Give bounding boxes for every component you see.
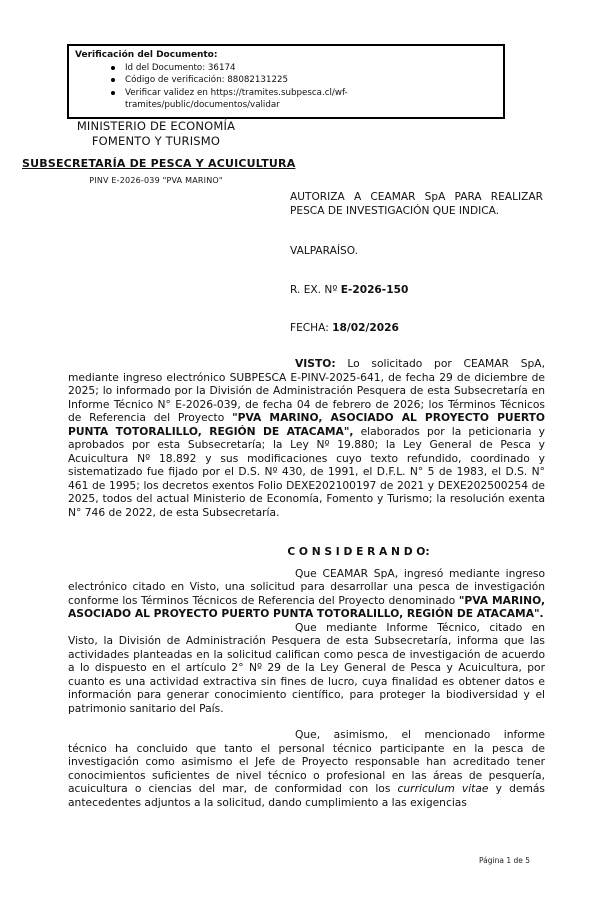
resolution-number-line (290, 283, 543, 297)
verification-item-url (125, 87, 497, 112)
resolution-number: E-2026-150 (340, 284, 409, 296)
bullet-icon (111, 66, 115, 70)
considerando-paragraph-2: Que mediante Informe Técnico, citado en Visto, la División de Administración Pesquera de esta Subsecretaría, informa que las actividades planteadas en la solicitud califican como pesca de investigación de acuerdo a lo dispuesto en el artículo 2° Nº 29 de la Ley General de Pesca y Acuicultura, por cuanto es una actividad extractiva sin fines de lucro, cuya finalidad es obtener datos e información para generar conocimiento científico, para proteger la biodiversidad y el patrimonio sanitario del País. (68, 620, 545, 715)
verification-item-text: Id del Documento: 36174 (125, 62, 236, 73)
page-indicator: Página 1 de 5 (478, 856, 530, 865)
visto-label: VISTO: (295, 357, 336, 370)
verification-item-text: Código de verificación: 88082131225 (125, 75, 289, 85)
letterhead (22, 119, 296, 185)
visto-project-title: "PVA MARINO, ASOCIADO AL PROYECTO PUERTO PUNTA TOTORALILLO, REGIÓN DE ATACAMA", (68, 411, 546, 438)
considerando-p1-text: Que CEAMAR SpA, ingresó mediante ingreso electrónico citado en Visto, una solicitud para desarrollar una pesca de investigación conforme los Términos Técnicos de Referencia del Proyecto denominado (68, 566, 545, 607)
verification-item-document-id (125, 62, 497, 75)
resolution-header-block (290, 190, 543, 335)
date-value: 18/02/2026 (332, 322, 399, 334)
bullet-icon (111, 78, 115, 82)
considerando-p1-project-title: "PVA MARINO, ASOCIADO AL PROYECTO PUERTO PUNTA TOTORALILLO, REGIÓN DE ATACAMA". (68, 593, 545, 620)
date-line (290, 321, 543, 335)
visto-text-2: elaborados por la peticionaria y aprobados por esta Subsecretaría; la Ley Nº 19.880; la Ley General de Pesca y Acuicultura Nº 18.892 y sus modificaciones cuyo texto refundido, coordinado y sistematizado fue fijado por el D.S. Nº 430, de 1991, el D.F.L. N° 5 de 1983, el D.S. N° 461 de 1995; los decretos exentos Folio DEXE202100197 de 2021 y DEXE202500254 de 2025, todos del actual Ministerio de Economía, Fomento y Turismo; la resolución exenta N° 746 de 2022, de esta Subsecretaría. (68, 424, 546, 519)
verification-box (67, 44, 505, 119)
considerando-p3-italic: curriculum vitae (397, 782, 489, 795)
verification-list (75, 62, 497, 112)
considerando-p3-text-2: y demás antecedentes adjuntos a la solicitud, dando cumplimiento a las exigencias (68, 782, 545, 809)
subsecretaria-title: SUBSECRETARÍA DE PESCA Y ACUICULTURA (22, 157, 296, 170)
verification-item-code (125, 74, 497, 87)
ministry-name-line2: FOMENTO Y TURISMO (91, 133, 221, 148)
bullet-icon (111, 91, 115, 95)
considerando-heading: C O N S I D E R A N D O: (287, 545, 430, 558)
verification-url-text: Verificar validez en https://tramites.subpesca.cl/wf-tramites/public/documentos/validar (125, 87, 348, 110)
considerando-paragraph-1 (68, 567, 545, 621)
resolution-label: R. EX. Nº (290, 284, 341, 296)
pinv-reference: PINV E-2026-039 "PVA MARINO" (89, 176, 223, 185)
date-label: FECHA: (290, 322, 333, 334)
considerando-paragraph-3 (68, 728, 545, 809)
resolution-subject: AUTORIZA A CEAMAR SpA PARA REALIZAR PESCA DE INVESTIGACIÓN QUE INDICA. (290, 191, 543, 217)
city-line: VALPARAÍSO. (290, 245, 358, 257)
visto-text-1: Lo solicitado por CEAMAR SpA, mediante ingreso electrónico SUBPESCA E-PINV-2025-641, de fecha 29 de diciembre de 2025; lo informado por la División de Administración Pesquera de esta Subsecretaría en Informe Técnico N° E-2026-039, de fecha 04 de febrero de 2026; los Términos Técnicos de Referencia del Proyecto (68, 357, 545, 424)
document-body (68, 357, 545, 809)
considerando-p3-text-1: Que, asimismo, el mencionado informe técnico ha concluido que tanto el personal técnico participante en la pesca de investigación como asimismo el Jefe de Proyecto responsable han acreditado tener conocimientos suficientes de nivel técnico o profesional en las áreas de pesquería, acuicultura o ciencias del mar, de conformidad con los (68, 728, 545, 795)
verification-title: Verificación del Documento: (75, 50, 218, 60)
visto-paragraph (68, 357, 545, 519)
ministry-name-line1: MINISTERIO DE ECONOMÍA (76, 119, 236, 133)
